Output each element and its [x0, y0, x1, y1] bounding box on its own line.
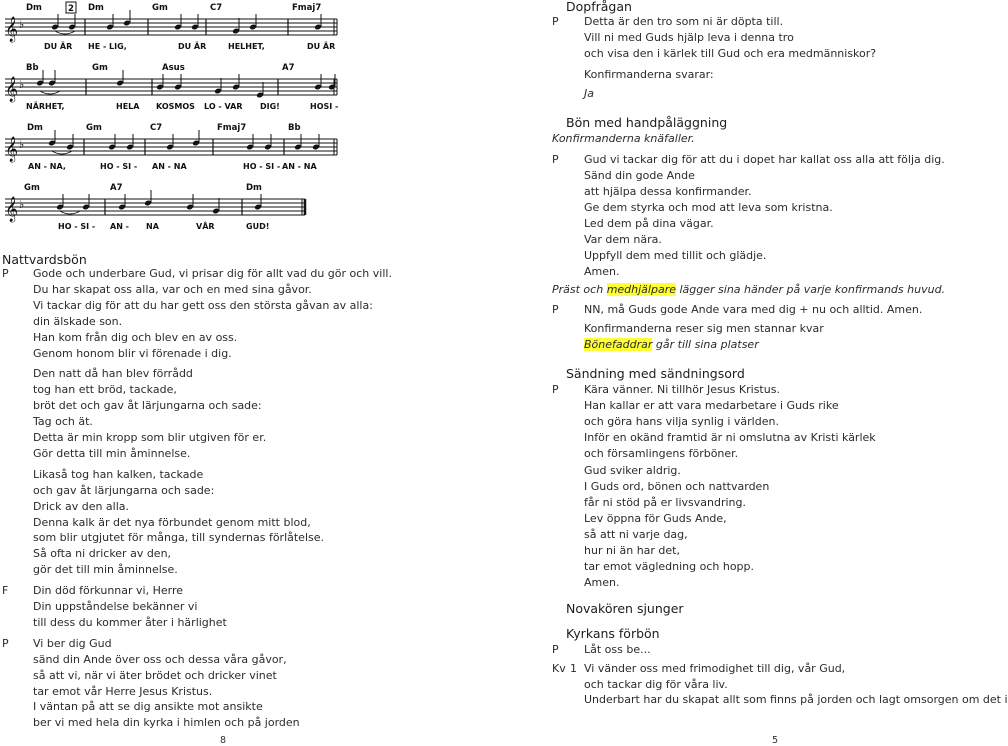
liturgy-line: Han kallar er att vara medarbetare i Guds rike: [584, 399, 839, 413]
role-marker: F: [2, 584, 9, 598]
lyric-syllable: GUD!: [246, 222, 270, 231]
liturgy-line: Din uppståndelse bekänner vi: [33, 600, 198, 613]
liturgy-line: så att ni varje dag,: [584, 527, 688, 541]
liturgy-line: som blir utgjutet för många, till syndernas förlåtelse.: [33, 531, 325, 545]
liturgy-line: Tag och ät.: [33, 415, 93, 429]
liturgy-line: gör det till min åminnelse.: [33, 563, 178, 577]
liturgy-line: Uppfyll dem med tillit och glädje.: [584, 249, 767, 262]
liturgy-line: bröt det och gav åt lärjungarna och sade:: [33, 399, 262, 413]
liturgy-line: till dess du kommer åter i härlighet: [33, 615, 227, 629]
liturgy-line: I väntan på att se dig ansikte mot ansikte: [33, 700, 263, 714]
highlighted-word: medhjälpare: [606, 283, 676, 296]
chord-symbol: C7: [210, 3, 223, 13]
liturgy-line: Drick av den alla.: [33, 499, 130, 513]
liturgy-line: Gode och underbare Gud, vi prisar dig för allt vad du gör och vill.: [33, 267, 392, 280]
liturgy-line: Amen.: [584, 265, 620, 278]
bon-rubric: Konfirmanderna knäfaller.: [552, 132, 695, 145]
blessing: NN, må Guds gode Ande vara med dig + nu och alltid. Amen.: [584, 303, 923, 316]
liturgy-line: Den natt då han blev förrådd: [33, 367, 193, 381]
chord-symbol: Gm: [86, 123, 102, 133]
flat-sign: ♭: [19, 138, 25, 151]
sandning-heading: Sändning med sändningsord: [566, 366, 745, 381]
chord-symbol: Gm: [92, 63, 108, 73]
liturgy-line: Din död förkunnar vi, Herre: [33, 584, 183, 598]
chord-symbol: Dm: [246, 183, 262, 193]
chord-symbol: Dm: [26, 3, 42, 13]
chord-symbol: A7: [110, 183, 123, 193]
lyric-syllable: VÅR: [196, 222, 215, 231]
lyric-syllable: AN - NA: [282, 162, 317, 171]
flat-sign: ♭: [19, 78, 25, 91]
chord-symbol: Asus: [162, 63, 185, 73]
bon-rubric-hands: Präst och medhjälpare lägger sina händer på varje konfirmands huvud.: [552, 283, 946, 296]
liturgy-line: Vi vänder oss med frimodighet till dig, vår Gud,: [584, 662, 846, 675]
liturgy-line: Detta är min kropp som blir utgiven för er.: [33, 431, 267, 444]
lyric-syllable: HE - LIG,: [88, 42, 127, 51]
role-marker: P: [552, 15, 559, 28]
liturgy-line: Gör detta till min åminnelse.: [33, 446, 191, 460]
nattvardsbon-heading: Nattvardsbön: [2, 252, 87, 267]
lyric-syllable: HO - SI -: [58, 222, 96, 231]
liturgy-line: Du har skapat oss alla, var och en med sina gåvor.: [33, 282, 312, 296]
chord-symbol: Dm: [27, 123, 43, 133]
response: Ja: [584, 87, 594, 100]
lyric-syllable: AN - NA: [152, 162, 187, 171]
liturgy-line: tog han ett bröd, tackade,: [33, 383, 177, 397]
liturgy-line: Sänd din gode Ande: [584, 169, 695, 182]
liturgy-line: Vi tackar dig för att du har gett oss den största gåvan av alla:: [33, 298, 373, 312]
lyric-syllable: HO - SI -: [243, 162, 281, 171]
treble-clef: 𝄞: [5, 197, 19, 222]
lyric-syllable: AN -: [110, 222, 129, 231]
liturgy-line: och visa den i kärlek till Gud och era medmänniskor?: [584, 46, 877, 60]
chord-symbol: Gm: [152, 3, 168, 13]
liturgy-line: Underbart har du skapat allt som finns på jorden och lagt omsorgen om det i: [584, 693, 1008, 707]
lyric-syllable: HO - SI -: [100, 162, 138, 171]
liturgy-line: Lev öppna för Guds Ande,: [584, 511, 727, 525]
liturgy-line: I Guds ord, bönen och nattvarden: [584, 479, 770, 493]
liturgy-line: Så ofta ni dricker av den,: [33, 547, 172, 561]
liturgy-line: och tackar dig för våra liv.: [584, 677, 728, 691]
chord-symbol: Bb: [288, 123, 301, 133]
liturgy-line: Detta är den tro som ni är döpta till.: [584, 15, 784, 28]
chord-symbol: Fmaj7: [217, 123, 247, 133]
liturgy-line: tar emot vår Herre Jesus Kristus.: [33, 684, 213, 698]
role-marker: P: [552, 383, 559, 396]
chord-symbol: A7: [282, 63, 295, 73]
flat-sign: ♭: [19, 198, 25, 211]
lyric-syllable: NA: [146, 222, 159, 231]
liturgy-line: Inför en okänd framtid är ni omslutna av Kristi kärlek: [584, 431, 876, 445]
chord-symbol: C7: [150, 123, 163, 133]
treble-clef: 𝄞: [5, 137, 19, 162]
chord-symbol: Fmaj7: [292, 3, 322, 13]
liturgy-line: så att vi, när vi äter brödet och dricker vinet: [33, 668, 277, 682]
lyric-syllable: KOSMOS: [156, 102, 195, 111]
lyric-syllable: DU ÄR: [307, 42, 336, 51]
lyric-syllable: DIG!: [260, 102, 280, 111]
liturgy-line: sänd din Ande över oss och dessa våra gåvor,: [33, 652, 287, 666]
liturgy-line: Denna kalk är det nya förbundet genom mitt blod,: [33, 515, 311, 529]
role-marker: P: [2, 636, 9, 650]
bon-after: Konfirmanderna reser sig men stannar kvar: [584, 322, 824, 335]
highlighted-word: Bönefaddrar: [584, 338, 653, 351]
role-marker: P: [552, 643, 559, 656]
bon-heading: Bön med handpåläggning: [566, 115, 728, 130]
liturgy-line: och gav åt lärjungarna och sade:: [33, 483, 215, 497]
liturgy-line: Gud sviker aldrig.: [584, 463, 681, 477]
treble-clef: 𝄞: [5, 77, 19, 102]
lyric-syllable: DU ÄR: [178, 42, 207, 51]
treble-clef: 𝄞: [5, 17, 19, 42]
forbon-prayer-intro: Låt oss be...: [584, 643, 651, 656]
liturgy-line: ber vi med hela din kyrka i himlen och på jorden: [33, 716, 300, 730]
liturgy-line: Likaså tog han kalken, tackade: [33, 467, 204, 481]
role-marker: P: [2, 267, 9, 280]
liturgy-line: Vill ni med Guds hjälp leva i denna tro: [584, 30, 794, 44]
novakoren-heading: Novakören sjunger: [566, 601, 684, 616]
chord-symbol: Gm: [24, 183, 40, 193]
bon-after-rubric: Bönefaddrar går till sina platser: [584, 338, 759, 351]
response-intro: Konfirmanderna svarar:: [584, 68, 714, 81]
chord-symbol: Dm: [88, 3, 104, 13]
lyric-syllable: HELA: [116, 102, 140, 111]
liturgy-line: tar emot vägledning och hopp.: [584, 560, 755, 574]
liturgy-line: Gud vi tackar dig för att du i dopet har kallat oss alla att följa dig.: [584, 153, 945, 166]
liturgy-line: får ni stöd på er livsvandring.: [584, 495, 747, 509]
liturgy-line: och göra hans vilja synlig i världen.: [584, 415, 779, 429]
liturgy-line: Han kom från dig och blev en av oss.: [33, 330, 238, 344]
forbon-heading: Kyrkans förbön: [566, 626, 660, 641]
liturgy-line: din älskade son.: [33, 314, 123, 328]
measure-number: 2: [68, 4, 74, 14]
liturgy-line: och församlingens förböner.: [584, 447, 739, 461]
liturgy-line: Led dem på dina vägar.: [584, 217, 714, 230]
role-marker: P: [552, 303, 559, 316]
lyric-syllable: HOSI -: [310, 102, 339, 111]
dopfragan-heading: Dopfrågan: [566, 0, 632, 14]
page-number-right: 5: [772, 735, 779, 746]
lyric-syllable: AN - NA,: [28, 162, 66, 171]
lyric-syllable: LO - VAR: [204, 102, 243, 111]
liturgy-line: Ge dem styrka och mod att leva som kristna.: [584, 201, 833, 214]
liturgy-line: Var dem nära.: [584, 233, 662, 246]
flat-sign: ♭: [19, 18, 25, 31]
lyric-syllable: NÄRHET,: [26, 102, 65, 111]
liturgy-line: att hjälpa dessa konfirmander.: [584, 185, 752, 198]
liturgy-line: Amen.: [584, 576, 620, 590]
liturgy-line: Genom honom blir vi förenade i dig.: [33, 346, 232, 360]
liturgy-line: Vi ber dig Gud: [33, 636, 112, 650]
page-number-left: 8: [220, 735, 227, 746]
hymn-music-notation: [0, 0, 360, 245]
lyric-syllable: HELHET,: [228, 42, 265, 51]
liturgy-line: hur ni än har det,: [584, 544, 680, 557]
role-marker: P: [552, 153, 559, 166]
kv-number: 1: [570, 662, 577, 675]
role-marker: Kv: [552, 662, 566, 675]
chord-symbol: Bb: [26, 63, 39, 73]
liturgy-line: Kära vänner. Ni tillhör Jesus Kristus.: [584, 383, 780, 396]
lyric-syllable: DU ÄR: [44, 42, 73, 51]
